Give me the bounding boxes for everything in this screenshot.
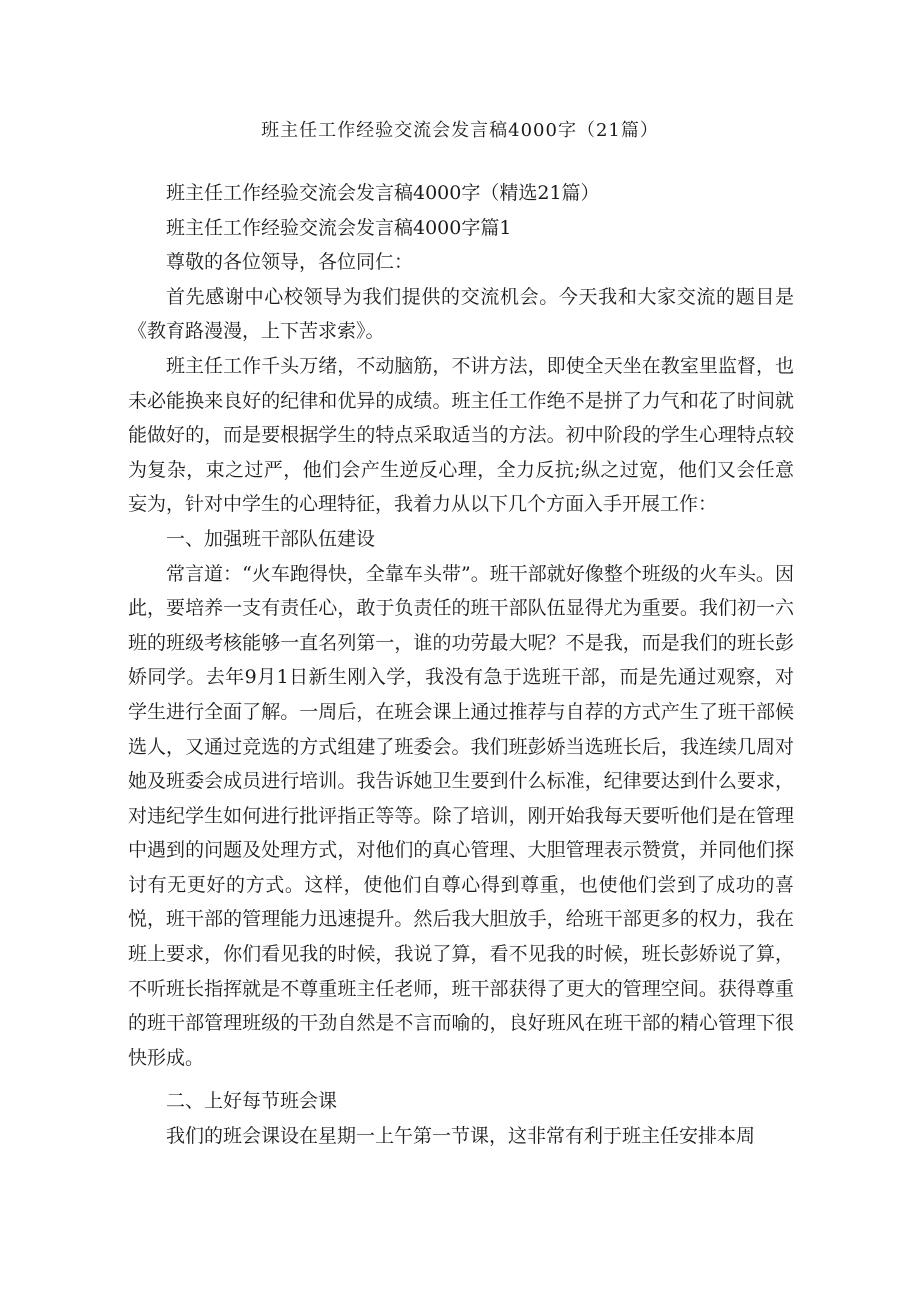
section-heading: 二、上好每节班会课 [166, 1090, 338, 1113]
subtitle-paragraph: 班主任工作经验交流会发言稿4000字（精选21篇） [166, 182, 600, 204]
document-body [128, 176, 794, 1154]
body-paragraph: 首先感谢中心校领导为我们提供的交流机会。今天我和大家交流的题目是《教育路漫漫，上下苦求索》。 [128, 285, 794, 343]
body-paragraph: 班主任工作千头万绪，不动脑筋，不讲方法，即使全天坐在教室里监督，也未必能换来良好的纪律和优异的成绩。班主任工作绝不是拼了力气和花了时间就能做好的，而是要根据学生的特点采取适当的方法。初中阶段的学生心理特点较为复杂，束之过严，他们会产生逆反心理，全力反抗;纵之过宽，他们又会任意妄为，针对中学生的心理特征，我着力从以下几个方面入手开展工作： [128, 354, 794, 516]
salutation-paragraph: 尊敬的各位领导，各位同仁： [166, 251, 414, 274]
document-title: 班主任工作经验交流会发言稿4000字（21篇） [261, 120, 659, 141]
body-paragraph: 我们的班会课设在星期一上午第一节课，这非常有利于班主任安排本周 [166, 1125, 756, 1148]
section-heading: 一、加强班干部队伍建设 [166, 527, 376, 550]
body-paragraph: 常言道：“火车跑得快，全靠车头带”。班干部就好像整个班级的火车头。因此，要培养一支有责任心，敢于负责任的班干部队伍显得尤为重要。我们初一六班的班级考核能够一直名列第一，谁的功劳最大呢？不是我，而是我们的班长彭娇同学。去年9月1日新生刚入学，我没有急于选班干部，而是先通过观察，对学生进行全面了解。一周后，在班会课上通过推荐与自荐的方式产生了班干部候选人，又通过竞选的方式组建了班委会。我们班彭娇当选班长后，我连续几周对她及班委会成员进行培训。我告诉她卫生要到什么标准，纪律要达到什么要求，对违纪学生如何进行批评指正等等。除了培训，刚开始我每天要听他们是在管理中遇到的问题及处理方式，对他们的真心管理、大胆管理表示赞赏，并同他们探讨有无更好的方式。这样，使他们自尊心得到尊重，也使他们尝到了成功的喜悦，班干部的管理能力迅速提升。然后我大胆放手，给班干部更多的权力，我在班上要求，你们看见我的时候，我说了算，看不见我的时候，班长彭娇说了算，不听班长指挥就是不尊重班主任老师，班干部获得了更大的管理空间。获得尊重的班干部管理班级的干劲自然是不言而喻的，良好班风在班干部的精心管理下很快形成。 [128, 562, 794, 1069]
section-heading: 班主任工作经验交流会发言稿4000字篇1 [166, 216, 512, 239]
